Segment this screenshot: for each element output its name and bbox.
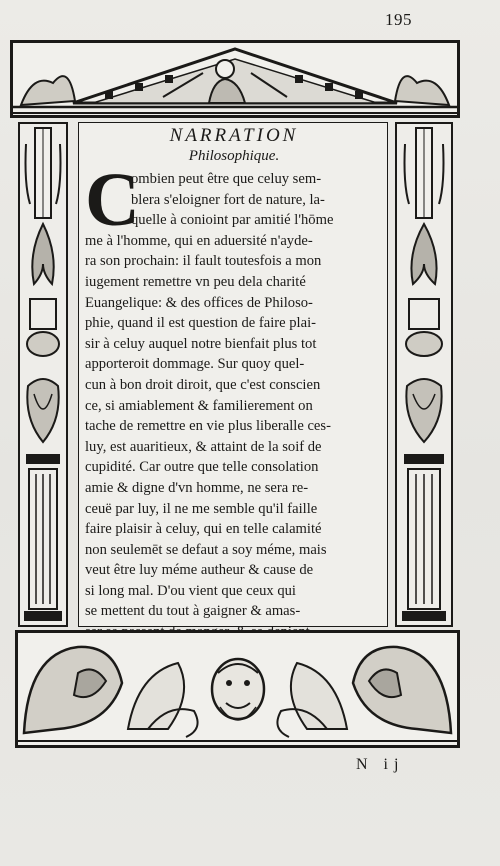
text-line: se mettent du tout à gaigner & amas- xyxy=(85,603,301,620)
woodcut-frame xyxy=(10,40,460,750)
text-line: veut être luy méme autheur & cause de xyxy=(85,562,314,579)
right-column-ornament xyxy=(395,122,453,627)
heading-title: NARRATION xyxy=(169,125,299,146)
text-line: me à l'homme, qui en aduersité n'ayde- xyxy=(85,232,313,249)
text-line: luy, est auaritieux, & attaint de la soif de xyxy=(85,438,322,455)
text-line: Euangelique: & des offices de Philoso- xyxy=(85,294,313,311)
text-line: ra son prochain: il fault toutesfois a mon xyxy=(85,253,322,270)
text-line: ombien peut être que celuy sem- xyxy=(131,171,322,187)
text-line: cupidité. Car outre que telle consolation xyxy=(85,459,319,476)
text-line: phie, quand il est question de faire plai- xyxy=(85,315,316,332)
text-line: amie & digne d'vn homme, ne sera re- xyxy=(85,479,309,496)
signature-mark: N ij xyxy=(356,756,405,773)
text-line: si long mal. D'ou vient que ceux qui xyxy=(85,582,296,599)
top-ornament-band xyxy=(10,40,460,118)
bottom-ornament-band xyxy=(15,630,460,748)
text-line: cun à bon droit diroit, que c'est conscien xyxy=(85,376,321,393)
text-line: blera s'eloigner fort de nature, la- xyxy=(131,191,325,208)
text-line: apporteroit dommage. Sur quoy quel- xyxy=(85,356,305,373)
text-line: ceuë par luy, il ne me semble qu'il faille xyxy=(85,500,318,517)
text-panel xyxy=(78,122,388,627)
left-column-ornament xyxy=(18,122,68,627)
text-line: tache de remettre en vie plus liberalle ces- xyxy=(85,418,331,435)
drop-cap: C xyxy=(85,158,140,242)
text-line: ce, si amiablement & familierement on xyxy=(85,397,313,414)
top-woodcut-illustration xyxy=(13,43,457,115)
heading-subtitle: Philosophique. xyxy=(188,148,280,164)
right-column-illustration xyxy=(397,124,451,625)
bottom-woodcut-illustration xyxy=(18,633,457,745)
text-line: quelle à conioint par amitié l'hōme xyxy=(131,212,334,229)
text-line: sir à celuy auquel notre bienfait plus tot xyxy=(85,335,317,352)
text-line: non seulemēt se defaut a soy méme, mais xyxy=(85,541,327,558)
text-line: faire plaisir à celuy, qui en telle calamité xyxy=(85,521,322,538)
left-column-illustration xyxy=(20,124,66,625)
text-line: iugement remettre vn peu dela charité xyxy=(85,273,306,290)
page-number: 195 xyxy=(385,10,412,29)
